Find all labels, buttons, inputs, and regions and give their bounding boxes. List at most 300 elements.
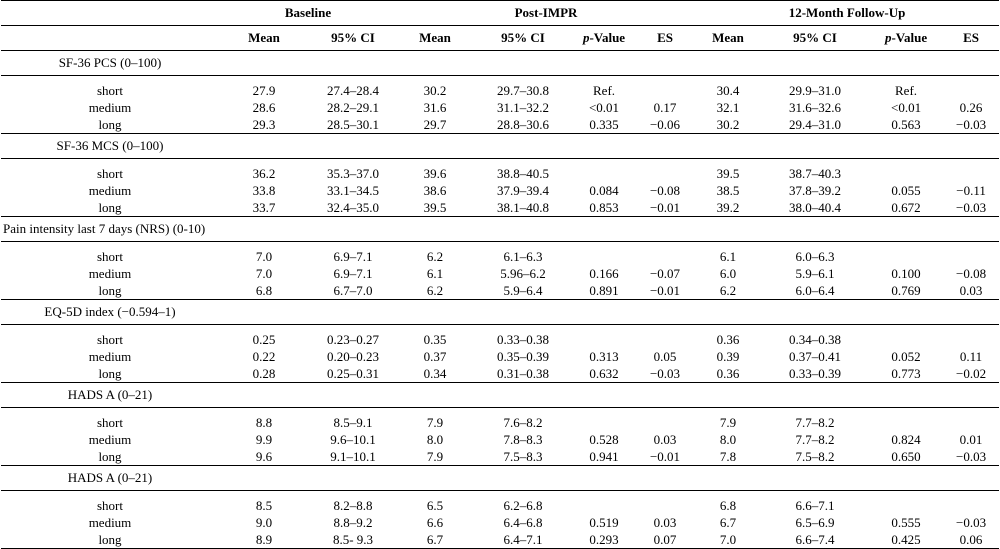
follow-mean-cell: 0.36 xyxy=(695,365,761,383)
results-table xyxy=(1,0,999,549)
post-es-cell: −0.03 xyxy=(635,365,695,383)
empty-cell xyxy=(473,466,573,491)
empty-cell xyxy=(761,217,869,242)
row-label-cell: long xyxy=(1,282,219,300)
follow-ci-cell: 37.8–39.2 xyxy=(789,183,842,198)
empty-cell xyxy=(219,300,309,325)
post-ci-cell: 38.8–40.5 xyxy=(497,166,550,181)
baseline-mean-cell: 36.2 xyxy=(252,166,276,181)
follow-es-cell xyxy=(943,414,999,431)
empty-cell xyxy=(635,217,695,242)
post-mean-cell: 6.2 xyxy=(426,249,444,264)
follow-ci-cell: 7.7–8.2 xyxy=(795,415,835,430)
empty-cell xyxy=(219,134,309,159)
empty-cell xyxy=(761,51,869,76)
post-ci-cell: 7.6–8.2 xyxy=(503,415,543,430)
follow-es-header: ES xyxy=(943,26,999,51)
empty-cell xyxy=(761,383,869,408)
follow-es-cell xyxy=(943,82,999,99)
empty-cell xyxy=(473,383,573,408)
empty-cell xyxy=(943,383,999,408)
empty-cell xyxy=(573,217,635,242)
follow-pvalue-cell xyxy=(869,497,943,514)
baseline-ci-cell: 6.7–7.0 xyxy=(309,282,397,300)
post-mean-cell: 39.5 xyxy=(397,199,473,217)
empty-cell xyxy=(473,134,573,159)
post-ci-cell: 0.35–0.39 xyxy=(497,349,550,364)
post-es-cell: −0.01 xyxy=(635,448,695,466)
row-label-cell: medium xyxy=(88,266,132,281)
post-es-cell xyxy=(635,82,695,99)
baseline-ci-cell: 0.20–0.23 xyxy=(327,349,379,364)
empty-cell xyxy=(473,217,573,242)
follow-ci-header: 95% CI xyxy=(761,26,869,51)
post-es-cell: −0.01 xyxy=(635,199,695,217)
empty-cell xyxy=(309,383,397,408)
follow-es-cell: 0.06 xyxy=(943,531,999,549)
empty-cell xyxy=(397,51,473,76)
empty-cell xyxy=(695,466,761,491)
baseline-mean-header: Mean xyxy=(219,26,309,51)
post-ci-cell: 29.7–30.8 xyxy=(497,83,550,98)
empty-cell xyxy=(473,300,573,325)
follow-ci-cell: 6.0–6.3 xyxy=(795,249,835,264)
follow-mean-cell: 6.0 xyxy=(719,266,737,281)
post-mean-cell: 6.5 xyxy=(426,498,444,513)
post-pvalue-cell: 0.335 xyxy=(573,116,635,134)
follow-pvalue-cell xyxy=(869,248,943,265)
section-header-row xyxy=(1,383,999,408)
empty-cell xyxy=(695,383,761,408)
empty-cell xyxy=(309,217,397,242)
follow-ci-cell: 29.9–31.0 xyxy=(789,83,842,98)
follow-pvalue-cell: 0.769 xyxy=(869,282,943,300)
empty-cell xyxy=(695,217,761,242)
follow-ci-cell: 29.4–31.0 xyxy=(761,116,869,134)
post-es-cell: −0.01 xyxy=(635,282,695,300)
post-pvalue-cell: 0.084 xyxy=(589,183,619,198)
follow-ci-cell: 38.0–40.4 xyxy=(761,199,869,217)
follow-es-cell: −0.03 xyxy=(943,116,999,134)
baseline-ci-cell: 28.2–29.1 xyxy=(327,100,379,115)
empty-cell xyxy=(869,134,943,159)
follow-mean-cell: 38.5 xyxy=(716,183,740,198)
post-ci-cell: 5.9–6.4 xyxy=(473,282,573,300)
baseline-mean-cell: 8.8 xyxy=(255,415,273,430)
empty-cell xyxy=(309,300,397,325)
baseline-ci-cell: 33.1–34.5 xyxy=(327,183,379,198)
section-label: HADS A (0–21) xyxy=(1,383,219,408)
post-es-cell: −0.06 xyxy=(635,116,695,134)
table-row xyxy=(1,182,999,199)
follow-pvalue-cell: 0.672 xyxy=(869,199,943,217)
post-pvalue-cell: 0.528 xyxy=(589,432,619,447)
baseline-mean-cell: 0.22 xyxy=(252,349,276,364)
post-ci-cell: 6.4–7.1 xyxy=(473,531,573,549)
follow-mean-cell: 7.8 xyxy=(695,448,761,466)
empty-cell xyxy=(943,51,999,76)
table-row xyxy=(1,331,999,348)
row-label-cell: medium xyxy=(88,432,132,447)
empty-cell xyxy=(869,383,943,408)
follow-pvalue-cell xyxy=(869,165,943,182)
follow-es-cell xyxy=(943,248,999,265)
section-label: HADS A (0–21) xyxy=(1,466,219,491)
follow-ci-cell: 0.34–0.38 xyxy=(789,332,842,347)
table-row xyxy=(1,116,999,134)
follow-pvalue-cell: 0.563 xyxy=(869,116,943,134)
follow-ci-cell: 0.33–0.39 xyxy=(761,365,869,383)
follow-es-cell: −0.03 xyxy=(943,448,999,466)
follow-mean-cell: 0.36 xyxy=(716,332,740,347)
section-header-row xyxy=(1,300,999,325)
empty-cell xyxy=(219,217,309,242)
empty-cell xyxy=(635,466,695,491)
follow-up-group-header: 12-Month Follow-Up xyxy=(695,1,999,26)
follow-mean-cell: 39.5 xyxy=(716,166,740,181)
follow-pvalue-header: p-Value xyxy=(869,26,943,51)
post-es-header: ES xyxy=(635,26,695,51)
follow-ci-cell: 31.6–32.6 xyxy=(789,100,842,115)
post-pvalue-cell: 0.891 xyxy=(573,282,635,300)
table-row xyxy=(1,514,999,531)
empty-cell xyxy=(219,466,309,491)
post-impr-group-header: Post-IMPR xyxy=(397,1,695,26)
post-es-cell: 0.07 xyxy=(635,531,695,549)
table-row xyxy=(1,282,999,300)
follow-ci-cell: 5.9–6.1 xyxy=(795,266,835,281)
table-row xyxy=(1,99,999,116)
post-mean-cell: 31.6 xyxy=(423,100,447,115)
post-pvalue-cell: 0.519 xyxy=(589,515,619,530)
follow-mean-cell: 8.0 xyxy=(719,432,737,447)
follow-mean-cell: 30.2 xyxy=(695,116,761,134)
post-pvalue-cell: 0.632 xyxy=(573,365,635,383)
follow-pvalue-cell: Ref. xyxy=(895,83,918,98)
follow-mean-cell: 6.8 xyxy=(719,498,737,513)
baseline-mean-cell: 9.9 xyxy=(255,432,273,447)
post-mean-cell: 38.6 xyxy=(423,183,447,198)
baseline-ci-cell: 35.3–37.0 xyxy=(327,166,379,181)
empty-cell xyxy=(869,217,943,242)
post-pvalue-cell xyxy=(573,497,635,514)
follow-pvalue-cell: 0.425 xyxy=(869,531,943,549)
table-row xyxy=(1,448,999,466)
empty-cell xyxy=(761,300,869,325)
baseline-mean-cell: 7.0 xyxy=(255,266,273,281)
follow-ci-cell: 38.7–40.3 xyxy=(789,166,842,181)
row-label-cell: long xyxy=(1,116,219,134)
empty-cell xyxy=(943,217,999,242)
post-es-cell xyxy=(635,331,695,348)
table-row xyxy=(1,82,999,99)
follow-es-cell: −0.08 xyxy=(955,266,987,281)
post-es-cell xyxy=(635,414,695,431)
empty-header-cell xyxy=(1,26,219,51)
post-mean-cell: 39.6 xyxy=(423,166,447,181)
follow-es-cell: 0.11 xyxy=(959,349,983,364)
follow-es-cell: 0.03 xyxy=(943,282,999,300)
baseline-ci-cell: 8.5–9.1 xyxy=(333,415,373,430)
baseline-group-header: Baseline xyxy=(219,1,397,26)
empty-cell xyxy=(573,466,635,491)
follow-ci-cell: 7.5–8.2 xyxy=(761,448,869,466)
post-ci-cell: 5.96–6.2 xyxy=(500,266,546,281)
row-label-cell: long xyxy=(1,199,219,217)
section-label: SF-36 PCS (0–100) xyxy=(1,51,219,76)
post-ci-header: 95% CI xyxy=(473,26,573,51)
follow-es-cell xyxy=(943,497,999,514)
post-pvalue-cell: <0.01 xyxy=(588,100,620,115)
post-pvalue-cell: Ref. xyxy=(593,83,616,98)
baseline-mean-cell: 33.8 xyxy=(252,183,276,198)
group-header-row xyxy=(1,1,999,26)
baseline-ci-cell: 6.9–7.1 xyxy=(333,249,373,264)
follow-es-cell xyxy=(943,331,999,348)
baseline-ci-cell: 0.23–0.27 xyxy=(327,332,379,347)
follow-ci-cell: 0.37–0.41 xyxy=(789,349,842,364)
follow-es-cell: −0.11 xyxy=(956,183,986,198)
follow-es-cell: 0.26 xyxy=(959,100,983,115)
follow-es-cell: −0.02 xyxy=(943,365,999,383)
empty-cell xyxy=(943,134,999,159)
section-label: Pain intensity last 7 days (NRS) (0-10) xyxy=(1,217,219,242)
baseline-mean-cell: 8.5 xyxy=(255,498,273,513)
empty-cell xyxy=(869,466,943,491)
post-es-cell xyxy=(635,248,695,265)
follow-mean-cell: 30.4 xyxy=(716,83,740,98)
column-header-row xyxy=(1,26,999,51)
row-label-cell: medium xyxy=(88,349,132,364)
post-ci-cell: 0.33–0.38 xyxy=(497,332,550,347)
empty-cell xyxy=(573,300,635,325)
empty-cell xyxy=(943,300,999,325)
follow-pvalue-cell: 0.055 xyxy=(891,183,921,198)
post-pvalue-cell xyxy=(573,248,635,265)
row-label-cell: long xyxy=(1,448,219,466)
post-mean-cell: 7.9 xyxy=(426,415,444,430)
follow-mean-cell: 39.2 xyxy=(695,199,761,217)
empty-cell xyxy=(397,466,473,491)
follow-es-cell xyxy=(943,165,999,182)
table-row xyxy=(1,165,999,182)
post-mean-header: Mean xyxy=(397,26,473,51)
follow-mean-cell: 7.9 xyxy=(719,415,737,430)
post-mean-cell: 29.7 xyxy=(397,116,473,134)
baseline-mean-cell: 9.6 xyxy=(219,448,309,466)
post-pvalue-cell: 0.853 xyxy=(573,199,635,217)
baseline-mean-cell: 8.9 xyxy=(219,531,309,549)
post-ci-cell: 6.2–6.8 xyxy=(503,498,543,513)
row-label-cell: short xyxy=(97,83,123,98)
table-row xyxy=(1,199,999,217)
baseline-ci-cell: 9.6–10.1 xyxy=(330,432,376,447)
post-mean-cell: 6.1 xyxy=(426,266,444,281)
empty-cell xyxy=(695,134,761,159)
baseline-mean-cell: 7.0 xyxy=(255,249,273,264)
row-label-cell: long xyxy=(1,531,219,549)
follow-pvalue-cell xyxy=(869,331,943,348)
post-es-cell xyxy=(635,497,695,514)
baseline-ci-cell: 0.25–0.31 xyxy=(309,365,397,383)
follow-ci-cell: 6.0–6.4 xyxy=(761,282,869,300)
baseline-mean-cell: 27.9 xyxy=(252,83,276,98)
table-row xyxy=(1,531,999,549)
baseline-mean-cell: 28.6 xyxy=(252,100,276,115)
table-row xyxy=(1,414,999,431)
post-es-cell: 0.03 xyxy=(653,432,677,447)
post-mean-cell: 7.9 xyxy=(397,448,473,466)
table-row xyxy=(1,365,999,383)
follow-mean-cell: 0.39 xyxy=(716,349,740,364)
empty-cell xyxy=(397,300,473,325)
empty-cell xyxy=(869,51,943,76)
post-mean-cell: 0.34 xyxy=(397,365,473,383)
follow-ci-cell: 7.7–8.2 xyxy=(795,432,835,447)
section-label: SF-36 MCS (0–100) xyxy=(1,134,219,159)
section-header-row xyxy=(1,134,999,159)
section-header-row xyxy=(1,466,999,491)
post-es-cell: 0.03 xyxy=(653,515,677,530)
baseline-ci-cell: 8.5- 9.3 xyxy=(309,531,397,549)
post-ci-cell: 28.8–30.6 xyxy=(473,116,573,134)
baseline-ci-cell: 27.4–28.4 xyxy=(327,83,379,98)
post-ci-cell: 7.5–8.3 xyxy=(473,448,573,466)
follow-pvalue-cell: 0.052 xyxy=(891,349,921,364)
empty-header-cell xyxy=(1,1,219,26)
baseline-mean-cell: 9.0 xyxy=(255,515,273,530)
post-ci-cell: 6.1–6.3 xyxy=(503,249,543,264)
follow-es-cell: 0.01 xyxy=(959,432,983,447)
baseline-mean-cell: 33.7 xyxy=(219,199,309,217)
table-body xyxy=(1,51,999,549)
post-ci-cell: 38.1–40.8 xyxy=(473,199,573,217)
baseline-mean-cell: 6.8 xyxy=(219,282,309,300)
follow-mean-header: Mean xyxy=(695,26,761,51)
post-es-cell: 0.17 xyxy=(653,100,677,115)
post-pvalue-cell xyxy=(573,331,635,348)
row-label-cell: short xyxy=(97,415,123,430)
empty-cell xyxy=(635,300,695,325)
post-mean-cell: 30.2 xyxy=(423,83,447,98)
post-mean-cell: 8.0 xyxy=(426,432,444,447)
table-row xyxy=(1,248,999,265)
row-label-cell: short xyxy=(97,166,123,181)
follow-pvalue-cell: 0.773 xyxy=(869,365,943,383)
post-mean-cell: 6.2 xyxy=(397,282,473,300)
follow-mean-cell: 32.1 xyxy=(716,100,740,115)
baseline-mean-cell: 0.25 xyxy=(252,332,276,347)
row-label-cell: medium xyxy=(88,100,132,115)
post-pvalue-header: p-Value xyxy=(573,26,635,51)
post-es-cell: −0.08 xyxy=(649,183,681,198)
post-es-cell xyxy=(635,165,695,182)
post-ci-cell: 31.1–32.2 xyxy=(497,100,550,115)
follow-mean-cell: 7.0 xyxy=(695,531,761,549)
post-mean-cell: 6.7 xyxy=(397,531,473,549)
row-label-cell: short xyxy=(97,498,123,513)
baseline-ci-header: 95% CI xyxy=(309,26,397,51)
post-pvalue-cell: 0.941 xyxy=(573,448,635,466)
follow-es-cell: −0.03 xyxy=(943,199,999,217)
empty-cell xyxy=(635,51,695,76)
empty-cell xyxy=(761,466,869,491)
baseline-ci-cell: 32.4–35.0 xyxy=(309,199,397,217)
post-es-cell: 0.05 xyxy=(653,349,677,364)
follow-mean-cell: 6.1 xyxy=(719,249,737,264)
table-row xyxy=(1,497,999,514)
row-label-cell: medium xyxy=(88,515,132,530)
baseline-ci-cell: 8.2–8.8 xyxy=(333,498,373,513)
empty-cell xyxy=(635,383,695,408)
follow-pvalue-cell xyxy=(869,414,943,431)
post-es-cell: −0.07 xyxy=(649,266,681,281)
section-label: EQ-5D index (−0.594–1) xyxy=(1,300,219,325)
table-row xyxy=(1,265,999,282)
empty-cell xyxy=(397,134,473,159)
follow-mean-cell: 6.7 xyxy=(719,515,737,530)
empty-cell xyxy=(309,51,397,76)
row-label-cell: long xyxy=(1,365,219,383)
follow-pvalue-cell: 0.555 xyxy=(891,515,921,530)
table-row xyxy=(1,348,999,365)
empty-cell xyxy=(573,134,635,159)
empty-cell xyxy=(695,300,761,325)
empty-cell xyxy=(219,51,309,76)
row-label-cell: short xyxy=(97,332,123,347)
section-header-row xyxy=(1,217,999,242)
section-header-row xyxy=(1,51,999,76)
table-row xyxy=(1,431,999,448)
baseline-ci-cell: 9.1–10.1 xyxy=(309,448,397,466)
post-pvalue-cell xyxy=(573,165,635,182)
post-pvalue-cell: 0.313 xyxy=(589,349,619,364)
empty-cell xyxy=(635,134,695,159)
follow-es-cell: −0.03 xyxy=(955,515,987,530)
empty-cell xyxy=(573,51,635,76)
follow-pvalue-cell: 0.650 xyxy=(869,448,943,466)
empty-cell xyxy=(761,134,869,159)
post-pvalue-cell: 0.293 xyxy=(573,531,635,549)
empty-cell xyxy=(573,383,635,408)
post-pvalue-cell: 0.166 xyxy=(589,266,619,281)
empty-cell xyxy=(473,51,573,76)
follow-pvalue-cell: <0.01 xyxy=(890,100,922,115)
follow-ci-cell: 6.5–6.9 xyxy=(795,515,835,530)
follow-ci-cell: 6.6–7.1 xyxy=(795,498,835,513)
baseline-mean-cell: 0.28 xyxy=(219,365,309,383)
empty-cell xyxy=(943,466,999,491)
baseline-ci-cell: 28.5–30.1 xyxy=(309,116,397,134)
baseline-ci-cell: 6.9–7.1 xyxy=(333,266,373,281)
empty-cell xyxy=(219,383,309,408)
follow-pvalue-cell: 0.100 xyxy=(891,266,921,281)
empty-cell xyxy=(309,134,397,159)
row-label-cell: medium xyxy=(88,183,132,198)
post-ci-cell: 0.31–0.38 xyxy=(473,365,573,383)
empty-cell xyxy=(309,466,397,491)
post-ci-cell: 7.8–8.3 xyxy=(503,432,543,447)
post-mean-cell: 6.6 xyxy=(426,515,444,530)
baseline-ci-cell: 8.8–9.2 xyxy=(333,515,373,530)
follow-pvalue-cell: 0.824 xyxy=(891,432,921,447)
empty-cell xyxy=(397,383,473,408)
follow-mean-cell: 6.2 xyxy=(695,282,761,300)
post-mean-cell: 0.37 xyxy=(423,349,447,364)
post-ci-cell: 6.4–6.8 xyxy=(503,515,543,530)
follow-ci-cell: 6.6–7.4 xyxy=(761,531,869,549)
post-pvalue-cell xyxy=(573,414,635,431)
